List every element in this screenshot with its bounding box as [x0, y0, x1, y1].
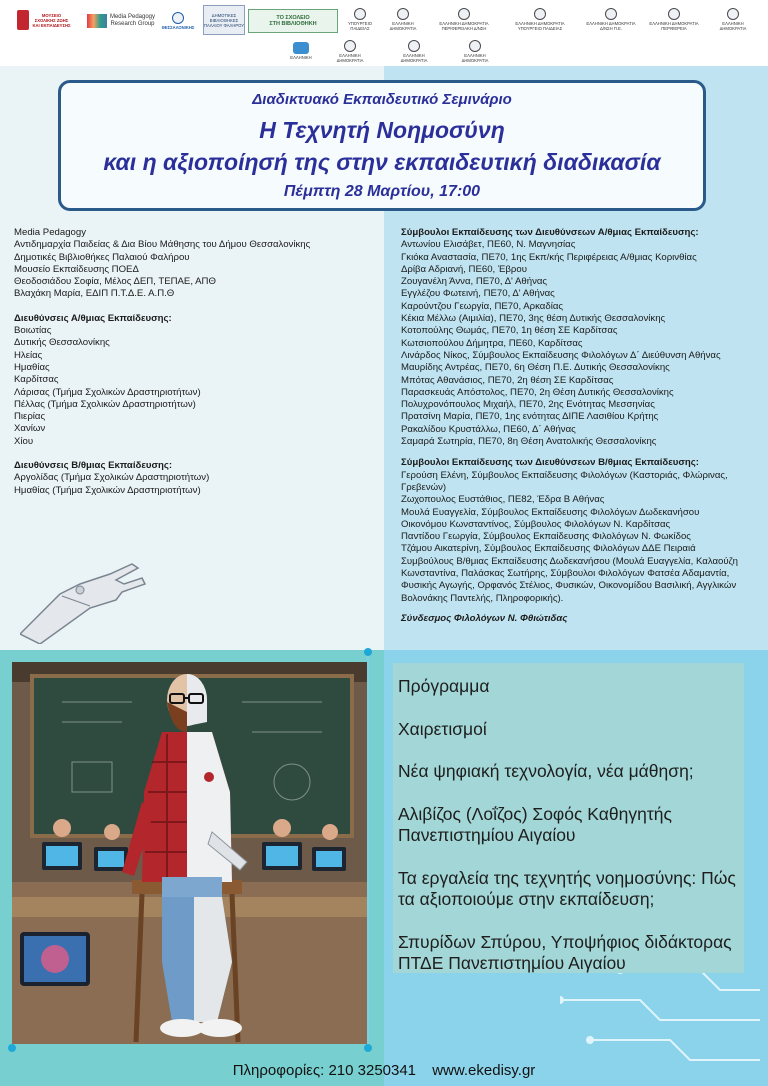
advisor-item: Γκιόκα Αναστασία, ΠΕ70, 1ης Εκπ/κής Περιφέρειας Α/θμιας Κορινθίας: [401, 251, 697, 263]
ai-teacher-illustration: [12, 662, 369, 1044]
directorate-item: Πιερίας: [14, 411, 46, 423]
ministry-logo-2: ΕΛΛΗΝΙΚΗ ΔΗΜΟΚΡΑΤΙΑ: [383, 4, 423, 34]
ministry-logo-11: ΕΛΛΗΝΙΚΗ ΔΗΜΟΚΡΑΤΙΑ: [450, 38, 500, 64]
association-note: Σύνδεσμος Φιλολόγων Ν. Φθιώτιδας: [401, 612, 568, 624]
program-list: [398, 676, 748, 975]
secondary-directorates-heading: Διευθύνσεις Β/θμιας Εκπαίδευσης:: [14, 460, 173, 472]
advisor-item: Ζουγανέλη Άννα, ΠΕ70, Δ' Αθήνας: [401, 276, 548, 288]
ministry-logo-3: ΕΛΛΗΝΙΚΗ ΔΗΜΟΚΡΑΤΙΑ ΠΕΡΙΦΕΡΕΙΑΚΗ Δ/ΝΣΗ: [430, 4, 498, 34]
museum-logo: ΜΟΥΣΕΙΟ ΣΧΟΛΙΚΗΣ ΖΩΗΣ ΚΑΙ ΕΚΠΑΙΔΕΥΣΗΣ: [4, 5, 84, 35]
footer-phone: Πληροφορίες: 210 3250341: [232, 1062, 417, 1079]
globe-icon: [293, 42, 309, 54]
thessaloniki-icon: [172, 12, 184, 24]
page-subtitle: και η αξιοποίησή της στην εκπαιδευτική διαδικασία: [103, 149, 661, 175]
advisor-item: Μουλά Ευαγγελία, Σύμβουλος Εκπαίδευσης Φιλολόγων Δωδεκανήσου: [401, 506, 700, 518]
decor-dot: [8, 1044, 16, 1052]
advisor-item: Πρατσίνη Μαρία, ΠΕ70, 1ης ενότητας ΔΙΠΕ Λασιθίου Κρήτης: [401, 411, 659, 423]
seminar-label: Διαδικτυακό Εκπαιδευτικό Σεμινάριο: [252, 91, 512, 108]
organizer-item: Μουσείο Εκπαίδευσης ΠΟΕΔ: [14, 263, 139, 275]
robot-hand-illustration: [20, 534, 150, 644]
organizer-item: Media Pedagogy: [14, 227, 87, 238]
greek-emblem-icon: [408, 40, 420, 52]
greek-emblem-icon: [668, 8, 680, 20]
program-item: Χαιρετισμοί: [398, 718, 487, 739]
organizer-item: Βλαχάκη Μαρία, ΕΔΙΠ Π.Τ.Δ.Ε. Α.Π.Θ: [14, 288, 175, 300]
advisor-item: Πολυχρονόπουλος Μιχαήλ, ΠΕ70, 2ης Ενότητας Μεσσηνίας: [401, 399, 655, 411]
circuit-decoration: [560, 960, 760, 1070]
greek-emblem-icon: [605, 8, 617, 20]
program-item: Τα εργαλεία της τεχνητής νοημοσύνης: Πώς τα αξιοποιούμε στην εκπαίδευση;: [398, 867, 736, 909]
ministry-logo-9: ΕΛΛΗΝΙΚΗ ΔΗΜΟΚΡΑΤΙΑ: [326, 38, 374, 64]
advisor-item: Παντίδου Γεωργία, Σύμβουλος Εκπαίδευσης Φιλολόγων Ν. Φωκίδος: [401, 531, 691, 543]
organizer-item: Θεοδοσιάδου Σοφία, Μέλος ΔΕΠ, ΤΕΠΑΕ, ΑΠΘ: [14, 276, 216, 288]
advisor-item: Τζάμου Αικατερίνη, Σύμβουλος Εκπαίδευσης Φιλολόγων ΔΔΕ Πειραιά: [401, 543, 696, 555]
ministry-logo-7: ΕΛΛΗΝΙΚΗ ΔΗΜΟΚΡΑΤΙΑ: [708, 4, 758, 34]
library-logo: ΔΗΜΟΤΙΚΕΣ ΒΙΒΛΙΟΘΗΚΕΣ ΠΑΛΑΙΟΥ ΦΑΛΗΡΟΥ: [203, 5, 245, 35]
event-date: Πέμπτη 28 Μαρτίου, 17:00: [283, 183, 481, 200]
advisor-item: Κοτοπούλης Θωμάς, ΠΕ70, 1η θέση ΣΕ Καρδίτσας: [401, 325, 618, 337]
footer-website[interactable]: www.ekedisy.gr: [432, 1062, 536, 1079]
decor-dot: [364, 1044, 372, 1052]
greek-emblem-icon: [534, 8, 546, 20]
advisor-item: Κωτσιοπούλου Δήμητρα, ΠΕ60, Καρδίτσας: [401, 337, 583, 349]
primary-directorates-heading: Διευθύνσεις Α/θμιας Εκπαίδευσης:: [14, 312, 172, 324]
greek-emblem-icon: [727, 8, 739, 20]
advisor-item: Παρασκευάς Απόστολος, ΠΕ70, 2η Θέση Δυτικής Θεσσαλονίκης: [401, 386, 674, 398]
program-item: Νέα ψηφιακή τεχνολογία, νέα μάθηση;: [398, 761, 694, 781]
ministry-logo-1: ΥΠΟΥΡΓΕΙΟ ΠΑΙΔΕΙΑΣ: [345, 4, 375, 34]
advisor-item: Κέκια Μέλλω (Αιμιλία), ΠΕ70, 3ης θέση Δυτικής Θεσσαλονίκης: [401, 313, 666, 325]
ministry-logo-6: ΕΛΛΗΝΙΚΗ ΔΗΜΟΚΡΑΤΙΑ ΠΕΡΙΦΕΡΕΙΑ: [648, 4, 700, 34]
directorate-item: Πέλλας (Τμήμα Σχολικών Δραστηριοτήτων): [14, 398, 196, 410]
advisor-item: Καρούντζου Γεωργία, ΠΕ70, Αρκαδίας: [401, 300, 563, 312]
title-box: [58, 80, 706, 211]
greek-emblem-icon: [458, 8, 470, 20]
advisor-item: Ρακαλίδου Κρυστάλλω, ΠΕ60, Δ΄ Αθήνας: [401, 423, 576, 435]
advisor-item: Γερούση Ελένη, Σύμβουλος Εκπαίδευσης Φιλολόγων (Καστοριάς, Φλώρινας, Γρεβενών): [401, 469, 728, 493]
secondary-advisors-heading: Σύμβουλοι Εκπαίδευσης των Διευθύνσεων Β/θμιας Εκπαίδευσης:: [401, 457, 699, 469]
organizer-item: Αντιδημαρχία Παιδείας & Δια Βίου Μάθησης του Δήμου Θεσσαλονίκης: [14, 239, 311, 251]
directorate-item: Λάρισας (Τμήμα Σχολικών Δραστηριοτήτων): [14, 386, 201, 398]
greek-emblem-icon: [469, 40, 481, 52]
thessaloniki-logo: ΘΕΣΣΑΛΟΝΙΚΗΣ: [158, 6, 198, 36]
greek-emblem-icon: [397, 8, 409, 20]
advisor-item: Οικονόμου Κωνσταντίνος, Σύμβουλος Φιλολόγων Ν. Καρδίτσας: [401, 518, 671, 530]
directorate-item: Αργολίδας (Τμήμα Σχολικών Δραστηριοτήτων): [14, 472, 210, 484]
page-title: Η Τεχνητή Νοημοσύνη: [259, 117, 505, 143]
directorate-item: Ημαθίας (Τμήμα Σχολικών Δραστηριοτήτων): [14, 484, 201, 496]
ministry-logo-8: ΕΛΛΗΝΙΚΗ: [286, 38, 316, 64]
advisor-item: Δρίβα Αδριανή, ΠΕ60, Έβρου: [401, 263, 527, 275]
directorate-item: Ηλείας: [14, 349, 43, 361]
advisor-item: Μπότας Αθανάσιος, ΠΕ70, 2η θέση ΣΕ Καρδίτσας: [401, 374, 614, 386]
advisor-item: Μαυρίδης Αντρέας, ΠΕ70, 6η Θέση Π.Ε. Δυτικής Θεσσαλονίκης: [401, 362, 670, 374]
directorate-item: Χίου: [14, 435, 34, 447]
logo-strip: [0, 0, 768, 66]
directorate-item: Ημαθίας: [14, 361, 50, 373]
program-speaker: Σπυρίδων Σπύρου, Υποψήφιος διδάκτορας ΠΤΔΕ Πανεπιστημίου Αιγαίου: [398, 931, 732, 973]
divider-line: [367, 656, 369, 1048]
directorate-item: Βοιωτίας: [14, 325, 52, 337]
primary-advisors-heading: Σύμβουλοι Εκπαίδευσης των Διευθύνσεων Α/θμιας Εκπαίδευσης:: [401, 227, 699, 238]
organizers-column: [14, 227, 374, 497]
program-speaker: Αλιβίζος (Λοΐζος) Σοφός Καθηγητής Πανεπιστημίου Αιγαίου: [398, 803, 672, 845]
advisor-item: Αντωνίου Ελισάβετ, ΠΕ60, Ν. Μαγνησίας: [401, 239, 576, 251]
advisors-column: [401, 227, 761, 625]
museum-emblem-icon: [17, 10, 29, 30]
media-pedagogy-logo: Media Pedagogy Research Group: [86, 8, 156, 34]
school-library-logo: ΤΟ ΣΧΟΛΕΙΟ ΣΤΗ ΒΙΒΛΙΟΘΗΚΗ: [248, 9, 338, 33]
ministry-logo-10: ΕΛΛΗΝΙΚΗ ΔΗΜΟΚΡΑΤΙΑ: [386, 38, 442, 64]
program-heading: Πρόγραμμα: [398, 676, 490, 696]
advisor-item: Συμβούλους Β/θμιας Εκπαίδευσης Δωδεκανήσου (Μουλά Ευαγγελία, Καλαούζη Κωνσταντίνα, Παλάσκας Σωτήρης, Σύμβουλοι Φιλολόγων Φατσέα Αδαμαντία, Φυσικής Αγωγής, Ορφανός Στέλιος, Φυσικών, Οικονομίδου Βασιλική, Αγγλικών Βολονάκης Παντελής, Πληροφορικής).: [401, 555, 739, 604]
directorate-item: Χανίων: [14, 423, 46, 435]
organizer-item: Δημοτικές Βιβλιοθήκες Παλαιού Φαλήρου: [14, 251, 190, 263]
advisor-item: Λινάρδος Νίκος, Σύμβουλος Εκπαίδευσης Φιλολόγων Δ΄ Διεύθυνση Αθήνας: [401, 349, 721, 361]
directorate-item: Δυτικής Θεσσαλονίκης: [14, 337, 110, 349]
greek-emblem-icon: [354, 8, 366, 20]
media-pedagogy-icon: [87, 14, 107, 28]
greek-emblem-icon: [344, 40, 356, 52]
advisor-item: Εγγλέζου Φωτεινή, ΠΕ70, Δ' Αθήνας: [401, 288, 555, 300]
footer: [0, 1062, 768, 1079]
advisor-item: Σαμαρά Σωτηρία, ΠΕ70, 8η Θέση Ανατολικής Θεσσαλονίκης: [401, 436, 657, 448]
directorate-item: Καρδίτσας: [14, 374, 59, 386]
advisor-item: Ζωχοπουλος Ευστάθιος, ΠΕ82, Έδρα Β Αθήνας: [401, 494, 605, 506]
ministry-logo-4: ΕΛΛΗΝΙΚΗ ΔΗΜΟΚΡΑΤΙΑ ΥΠΟΥΡΓΕΙΟ ΠΑΙΔΕΙΑΣ: [508, 4, 572, 34]
ministry-logo-5: ΕΛΛΗΝΙΚΗ ΔΗΜΟΚΡΑΤΙΑ Δ/ΝΣΗ Π.Ε.: [582, 4, 640, 34]
decor-dot: [364, 648, 372, 656]
